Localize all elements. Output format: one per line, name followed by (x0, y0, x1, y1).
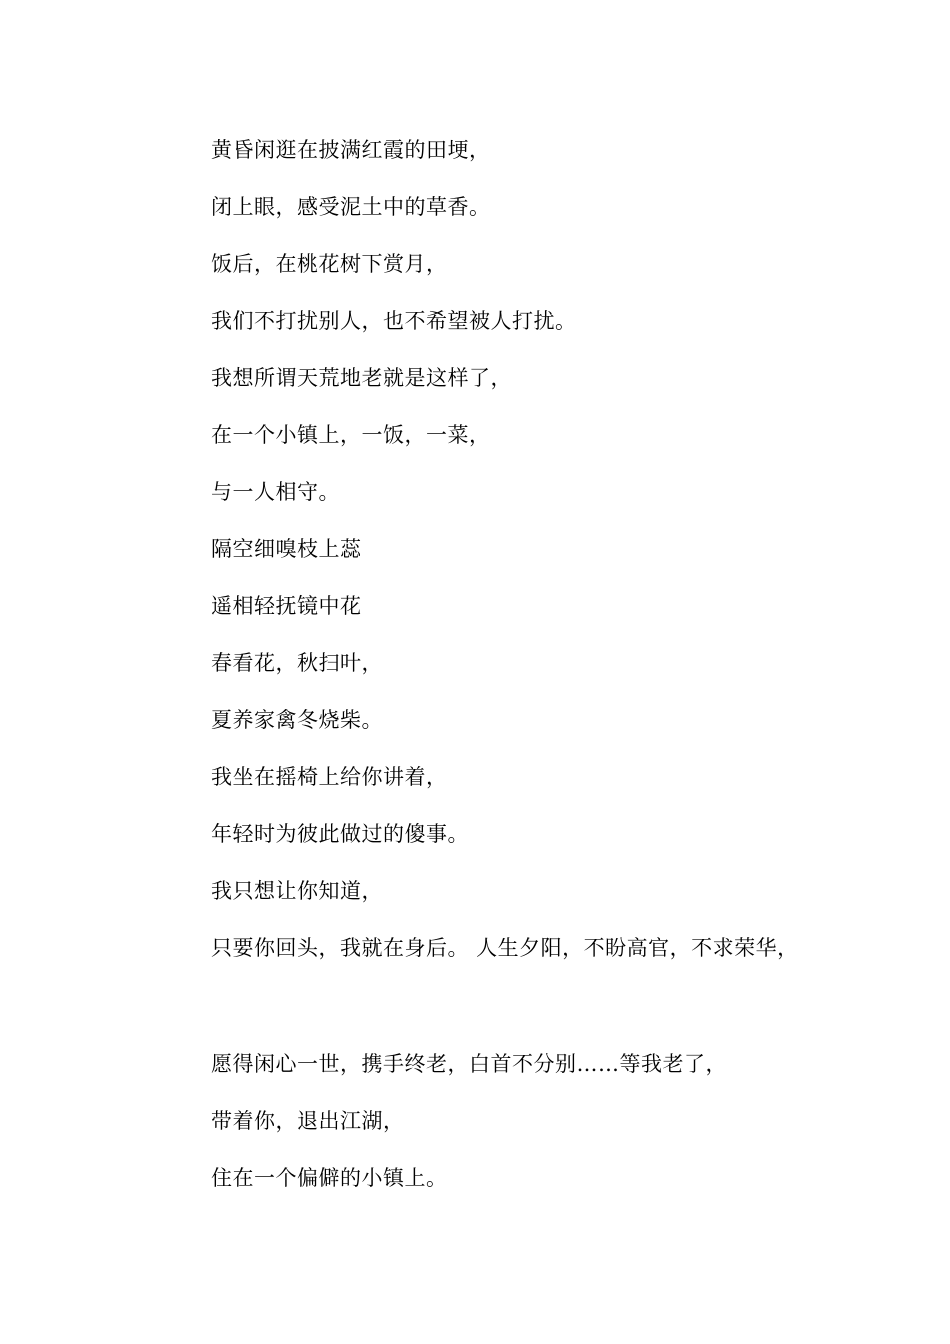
text-line: 与一人相守。 (211, 480, 340, 504)
text-line: 夏养家禽冬烧柴。 (211, 708, 383, 732)
text-line: 春看花，秋扫叶， (211, 651, 383, 675)
text-line: 我们不打扰别人，也不希望被人打扰。 (211, 309, 577, 333)
text-line: 在一个小镇上，一饭，一菜， (211, 423, 491, 447)
text-line: 隔空细嗅枝上蕊 (211, 537, 362, 561)
text-line: 黄昏闲逛在披满红霞的田埂， (211, 138, 491, 162)
text-line: 住在一个偏僻的小镇上。 (211, 1166, 448, 1190)
text-line: 带着你，退出江湖， (211, 1109, 405, 1133)
text-line: 我想所谓天荒地老就是这样了， (211, 366, 512, 390)
text-line: 遥相轻抚镜中花 (211, 594, 362, 618)
text-line: 闭上眼，感受泥土中的草香。 (211, 195, 491, 219)
text-line: 愿得闲心一世，携手终老，白首不分别……等我老了， (211, 1052, 727, 1076)
text-line: 饭后，在桃花树下赏月， (211, 252, 448, 276)
text-line: 只要你回头，我就在身后。 人生夕阳，不盼高官，不求荣华， (211, 936, 799, 960)
text-line: 我坐在摇椅上给你讲着， (211, 765, 448, 789)
text-line: 年轻时为彼此做过的傻事。 (211, 822, 469, 846)
text-line: 我只想让你知道， (211, 879, 383, 903)
